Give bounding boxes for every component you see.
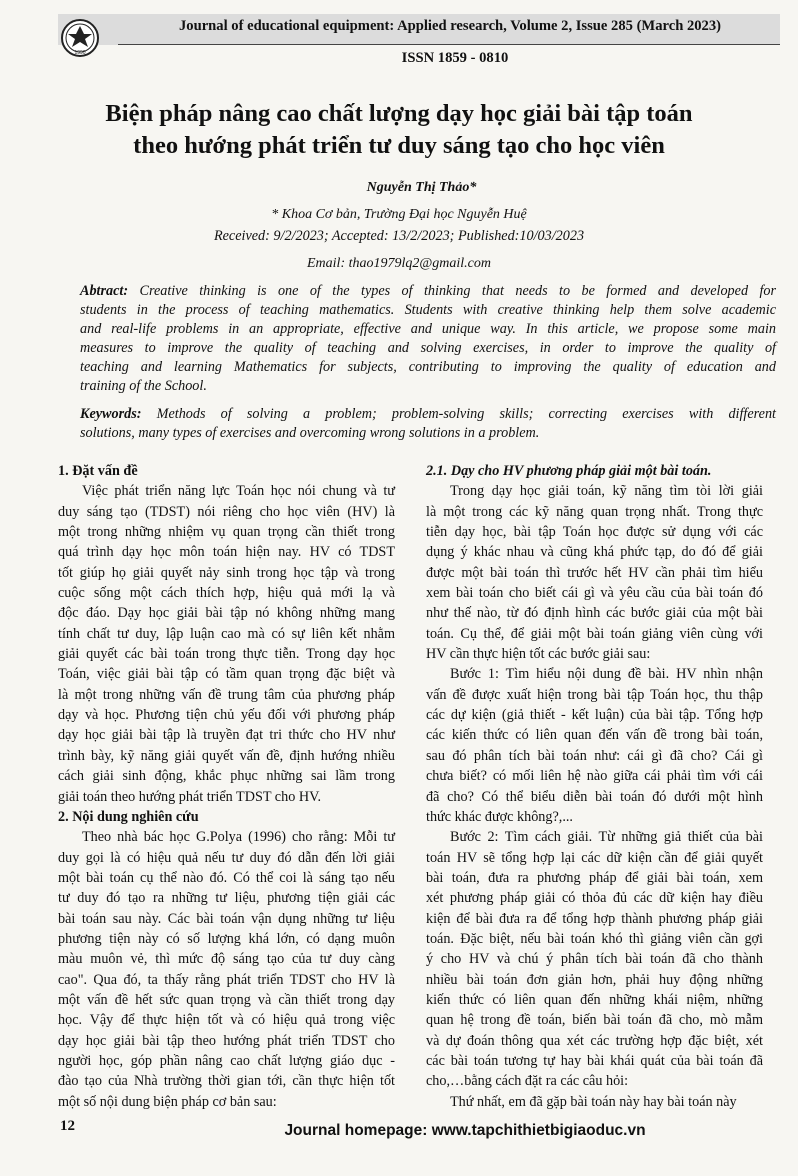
issn: ISSN 1859 - 0810: [401, 50, 509, 66]
abstract-line: [80, 301, 776, 320]
section-1-line: cuộc sống một cách thích hợp, hiệu quả mới lạ và: [58, 585, 395, 602]
section-1-heading: 1. Đặt vấn đề: [58, 463, 138, 479]
section-2-1-line: bài toán, đưa ra phương pháp để giải bài toán, xem: [426, 869, 763, 886]
keywords-line: [80, 405, 776, 424]
section-1-line: tính chất tư duy, lập luận cao mà có sự liên kết nhằm: [58, 625, 395, 642]
section-2-line: tư duy đó tạo ra những tư liệu, phương tiện giải các: [58, 890, 395, 907]
section-1-line: giải toán theo hướng phát triển TDST cho HV.: [58, 788, 322, 805]
section-2-1-line: Bước 1: Tìm hiểu nội dung đề bài. HV nhìn nhận: [450, 666, 763, 683]
section-2-line: học. Vậy để thực hiện tốt và có hiệu quả trong việc: [58, 1012, 395, 1029]
section-2-1-line: kiến thức có liên quan đến những khái niệm, những: [426, 991, 763, 1008]
abstract-line: [80, 339, 776, 358]
abstract: [80, 282, 776, 395]
section-2-line: Theo nhà bác học G.Polya (1996) cho rằng: Mỗi tư: [82, 829, 395, 846]
section-1-line: duy sáng tạo (TDST) nói riêng cho học viên (HV) là: [58, 503, 395, 520]
journal-logo-icon: [60, 18, 100, 58]
section-1-line: dạy học giải bài tập là truyền đạt tri thức cho HV như: [58, 727, 395, 744]
section-2-1-line: HV cần thực hiện tốt các bước giải sau:: [426, 646, 651, 663]
section-2-1-line: toán. Đặc biệt, nếu bài toán khó thì giảng viên cần gợi: [426, 930, 763, 947]
keywords-line: [80, 424, 776, 443]
section-2-1-line: đã cho? Có thể biểu diễn bài toán đó dưới một hình: [426, 788, 763, 805]
section-2-line: dạy học giải bài tập theo hướng phát triển TDST cho: [58, 1032, 395, 1049]
section-2-1-line: chưa biết? có mối liên hệ nào giữa cái phải tìm với cái: [426, 768, 763, 785]
section-1-line: trình bày, kỹ năng giải quyết vấn đề, định hướng nhiều: [58, 747, 395, 764]
section-2-line: duy gọi là có hiệu quả nếu tư duy đó dẫn đến lời giải: [58, 849, 395, 866]
section-2-line: cao". Qua đó, ta thấy rằng phát triển TDST cho HV là: [58, 971, 395, 988]
journal-name: Journal of educational equipment: Applied research, Volume 2, Issue 285 (March 2023): [178, 18, 722, 34]
author-email: Email: thao1979lq2@gmail.com: [307, 256, 491, 271]
section-2-1-line: Thứ nhất, em đã gặp bài toán này hay bài toán này: [450, 1093, 737, 1110]
section-2-1-line: vấn đề được xuất hiện trong bài tập Toán học, thu thập: [426, 686, 763, 703]
abstract-line-text: and real-life problems in an appropriate, effective and unique way. In this article, we propose some main: [80, 320, 776, 337]
section-2-1-line: dụng ý khác nhau và cũng khá phức tạp, do đó để giải: [426, 544, 763, 561]
section-2-1-line: sau đó phân tích bài toán như: cái gì đã cho? Cái gì: [426, 747, 763, 764]
section-2-line: người học, góp phần nâng cao chất lượng giáo dục -: [58, 1052, 395, 1069]
abstract-line: [80, 377, 776, 396]
section-2-1-line: kiện để bài đưa ra để tổng hợp thành phương pháp giải: [426, 910, 763, 927]
journal-homepage: Journal homepage: www.tapchithietbigiaoduc.vn: [284, 1122, 646, 1139]
section-2-1-line: xét phương pháp giải có thỏa đủ các dữ kiện hay điều: [426, 890, 763, 907]
section-2-line: màu muôn vẻ, thì mức độ sáng tạo của tư duy càng: [58, 951, 395, 968]
section-2-line: đào tạo của Nhà trường thời gian tới, cần thực hiện tốt: [58, 1073, 395, 1090]
header-rule: [118, 44, 780, 45]
section-1-line: độc đáo. Dạy học giải bài tập nó không những mang: [58, 605, 395, 622]
abstract-line-text: students in the process of teaching mathematics. Students with creative thinking help them solve academic: [80, 301, 776, 318]
section-2-line: một bài toán cụ thể nào đó. Có thể coi là sáng tạo nếu: [58, 869, 395, 886]
abstract-line-text: teaching and learning Mathematics for subjects, contributing to improving the quality of education and: [80, 358, 776, 375]
section-2-1-line: Bước 2: Tìm cách giải. Từ những giả thiết của bài: [450, 829, 763, 846]
section-2-1-line: như thế nào, từ đó định hình các bước giải của một bài: [426, 605, 763, 622]
section-1-line: cách giải sinh động, khắc phục những sai lầm trong: [58, 768, 395, 785]
title-line-1: Biện pháp nâng cao chất lượng dạy học giải bài tập toán: [105, 100, 693, 127]
section-2-line: bài toán sau này. Các bài toán vận dụng những tư liệu: [58, 910, 395, 927]
section-2-1-line: các dự kiện (giả thiết - kết luận) của bài tập. Tổng hợp: [426, 707, 763, 724]
section-1-line: là một trong những vấn đề trung tâm của phương pháp: [58, 686, 395, 703]
section-2-1-line: nhiều bài toán đơn giản hơn, phải huy động những: [426, 971, 763, 988]
section-2-1-line: các kiến thức có liên quan đến vấn đề trong bài toán,: [426, 727, 763, 744]
section-2-1-line: cho,…bằng cách đặt ra các câu hỏi:: [426, 1073, 629, 1090]
section-2-1-line: được một bài toán thì trước hết HV cần phải tìm hiểu: [426, 564, 763, 581]
page-number: 12: [60, 1118, 75, 1134]
article-title: [40, 98, 758, 162]
abstract-line: [80, 320, 776, 339]
section-2-1-line: toán HV sẽ tổng hợp lại các dữ kiện cần để giải quyết: [426, 849, 763, 866]
section-2-1-line: ý cho HV và chú ý phân tích bài toán đã cho thành: [426, 951, 763, 968]
keywords: [80, 405, 776, 443]
keywords-line-text: solutions, many types of exercises and overcoming wrong solutions in a problem.: [80, 424, 540, 441]
section-2-1-line: là một trong các kỹ năng quan trọng nhất. Trong thực: [426, 503, 763, 520]
author-affiliation: * Khoa Cơ bản, Trường Đại học Nguyễn Huệ: [271, 207, 527, 222]
abstract-line: [80, 282, 776, 301]
section-2-1-line: các bài toán tương tự hay bài khái quát của bài toán đã: [426, 1052, 763, 1069]
logo-year: 1990: [74, 50, 86, 56]
section-1-line: Toán, việc giải bài tập có tầm quan trọng đặc biệt và: [58, 666, 395, 683]
keywords-label: Keywords:: [80, 406, 142, 422]
section-2-line: một vấn đề hết sức quan trọng và cần thiết trong dạy: [58, 991, 395, 1008]
abstract-line-text: measures to improve the quality of teaching and solving exercises, in order to improve the quality of: [80, 339, 776, 356]
section-1-line: Việc phát triển năng lực Toán học nói chung và tư: [82, 483, 395, 500]
right-column: [426, 461, 763, 1112]
section-2-1-heading: 2.1. Dạy cho HV phương pháp giải một bài toán.: [426, 463, 712, 479]
abstract-line-text: Creative thinking is one of the types of thinking that needs to be formed and developed for: [139, 283, 776, 299]
section-1-line: một trong những nhiệm vụ quan trọng cần thiết trong: [58, 524, 395, 541]
section-1-line: giải quyết các bài toán trong thực tiễn. Trong dạy học: [58, 646, 395, 663]
section-1-line: dạy và học. Phương tiện chủ yếu đối với phương pháp: [58, 707, 395, 724]
left-column: [58, 461, 395, 1112]
keywords-line-text: Methods of solving a problem; problem-solving skills; correcting exercises with different: [156, 406, 776, 422]
section-2-1-line: toán. Cụ thể, để giải một bài toán giảng viên cùng với: [426, 625, 763, 642]
section-2-line: một số nội dung biện pháp cơ bản sau:: [58, 1093, 277, 1110]
section-2-1-line: Trong dạy học giải toán, kỹ năng tìm tòi lời giải: [450, 483, 763, 500]
section-2-1-line: xem bài toán cho biết cái gì và yêu cầu của bài toán đó: [426, 585, 763, 602]
section-2-heading: 2. Nội dung nghiên cứu: [58, 808, 199, 825]
section-2-1-line: tiễn dạy học, bài tập Toán học được sử dụng với các: [426, 524, 763, 541]
abstract-line: [80, 358, 776, 377]
section-2-1-line: và dự đoán thông qua xét các trường hợp đặc biệt, xét: [426, 1032, 763, 1049]
section-2-line: phương tiện này có số lượng khá lớn, có dạng muôn: [58, 930, 395, 947]
author-name: Nguyễn Thị Thảo*: [366, 180, 477, 195]
section-1-line: quá trình dạy học môn toán hiện nay. HV có TDST: [58, 544, 395, 561]
abstract-line-text: training of the School.: [80, 377, 207, 394]
section-1-line: tốt giúp họ giải quyết nảy sinh trong học tập và trong: [58, 564, 395, 581]
publication-dates: Received: 9/2/2023; Accepted: 13/2/2023; Published:10/03/2023: [213, 228, 585, 244]
title-line-2: theo hướng phát triển tư duy sáng tạo cho học viên: [133, 132, 665, 159]
abstract-label: Abtract:: [80, 283, 129, 299]
section-2-1-line: thức khác được không?,...: [426, 808, 573, 825]
section-2-1-line: quan hệ trong đề toán, biến bài toán đã cho, mò mẫm: [426, 1012, 763, 1029]
